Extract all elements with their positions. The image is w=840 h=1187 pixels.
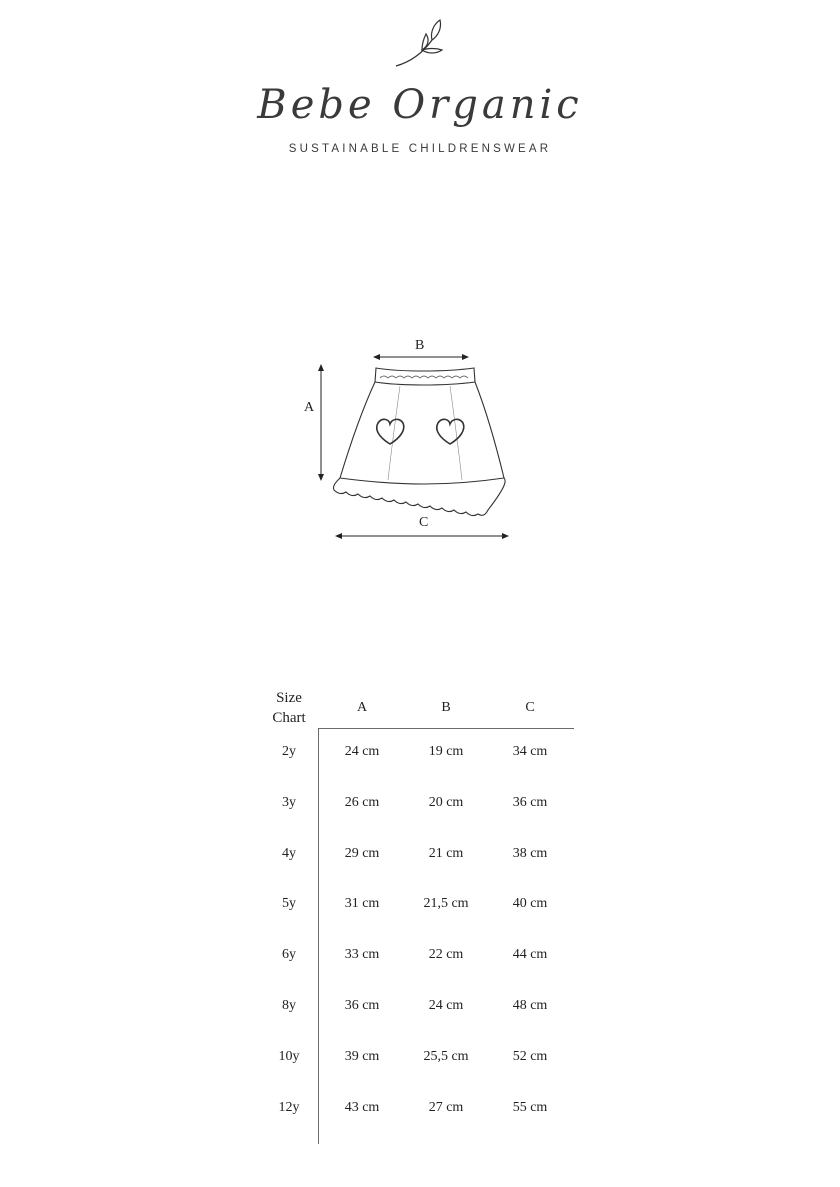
table-row: [262, 894, 574, 945]
table-row: [262, 945, 574, 996]
measure-a-cell: 29 cm: [344, 845, 380, 861]
size-chart-heading: Size Chart: [272, 690, 306, 726]
size-cell: 5y: [282, 896, 296, 912]
column-a-header: A: [356, 700, 368, 715]
column-b-header: B: [441, 700, 451, 715]
skirt-diagram: [300, 330, 530, 550]
table-row: [262, 1098, 574, 1149]
table-row: [262, 844, 574, 895]
table-header: [262, 688, 574, 728]
table-row: [262, 742, 574, 793]
skirt-illustration: [300, 330, 530, 550]
measure-a-cell: 24 cm: [344, 744, 380, 759]
dimension-b-label: B: [415, 338, 425, 353]
measure-a-cell: 31 cm: [344, 896, 380, 912]
measure-c-cell: 48 cm: [512, 997, 548, 1013]
measure-c-cell: 36 cm: [512, 794, 548, 810]
leaf-sprig-icon: [392, 18, 448, 70]
size-cell: 8y: [282, 997, 296, 1013]
measure-b-cell: 21 cm: [428, 845, 464, 861]
column-c-header: C: [525, 700, 535, 715]
measure-c-cell: 40 cm: [512, 896, 548, 912]
measure-c-cell: 52 cm: [512, 1048, 548, 1064]
size-cell: 2y: [282, 744, 296, 759]
measure-a-cell: 39 cm: [344, 1048, 380, 1064]
measure-c-cell: 55 cm: [512, 1099, 548, 1115]
measure-a-cell: 26 cm: [344, 794, 380, 810]
size-cell: 3y: [282, 794, 296, 810]
measure-c-cell: 44 cm: [512, 947, 548, 963]
header-divider: [318, 728, 574, 729]
measure-b-cell: 25,5 cm: [423, 1048, 469, 1064]
size-cell: 10y: [278, 1048, 300, 1064]
dimension-c-label: C: [419, 515, 429, 530]
measure-b-cell: 19 cm: [428, 744, 464, 759]
measure-b-cell: 20 cm: [428, 794, 464, 810]
table-row: [262, 1047, 574, 1098]
size-cell: 4y: [282, 845, 296, 861]
brand-name: Bebe Organic: [257, 82, 583, 128]
table-row: [262, 996, 574, 1047]
measure-b-cell: 21,5 cm: [423, 896, 469, 912]
measure-a-cell: 43 cm: [344, 1099, 380, 1115]
size-cell: 12y: [278, 1099, 300, 1115]
table-row: [262, 793, 574, 844]
brand-tagline: SUSTAINABLE CHILDRENSWEAR: [288, 143, 552, 155]
measure-a-cell: 36 cm: [344, 997, 380, 1013]
measure-b-cell: 22 cm: [428, 947, 464, 963]
size-cell: 6y: [282, 947, 296, 963]
measure-b-cell: 27 cm: [428, 1099, 464, 1115]
dimension-a-label: A: [304, 400, 315, 415]
table-body: [262, 742, 574, 1148]
measure-c-cell: 34 cm: [512, 744, 548, 759]
measure-c-cell: 38 cm: [512, 845, 548, 861]
measure-a-cell: 33 cm: [344, 947, 380, 963]
size-chart-table: [262, 688, 574, 1115]
measure-b-cell: 24 cm: [428, 997, 464, 1013]
